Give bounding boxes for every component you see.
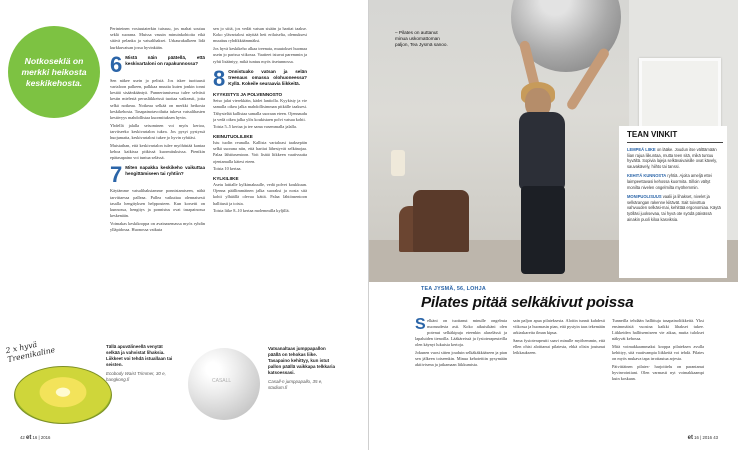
gym-ball-image (188, 348, 260, 420)
green-badge (8, 26, 100, 118)
photo-caption: – Pilates on auttanut minua uskomattoman paljon, Tea Jysmä sanoo. (395, 30, 448, 47)
body-column-3 (612, 318, 704, 430)
body-text: sain paljon apua pilateksesta. Aloitin tunnit kahdesti viikossa ja huomasin pian, että pystyin taas tekemään arkiaskareita ilman kipua. (513, 318, 605, 336)
exercise-text: Asetu lattialle kylkimakuulle, vedä polvet koukkuun. Ojenna päällimmäinen jalka suoraksi ja nosta sitä kohti ylhäällä olevaa kättä. Palaa lähtöasentoon hallitusti ja toista. (213, 181, 307, 206)
tip-text: on lääke. Joudun itse välttämään liian rajua liikuntaa, mutta teen sitä, mikä tuntuu hyvältä. Sopivia lajeja selkävaivaisille ovat kävely, sauvakävely, hiihto tai tanssi. (627, 147, 718, 169)
tip-item (627, 194, 723, 222)
body-column-2 (513, 318, 605, 430)
drop-cap: S (415, 318, 426, 333)
exercise-text: Seiso jalat vierekkäin, kädet lantiolla. Kyykisty ja vie samalla oikea jalka mahdollisimman pitkälle taaksesi. Tähystelää kallistaa samalla suoraan eteen. Ojennaudu ja vedä oikea jalka ylös koukistaen polvi vatsaa kohti. (213, 98, 307, 122)
article-column-2 (213, 26, 307, 316)
question-number: 6 (110, 51, 123, 77)
page-number: 43 (713, 435, 718, 440)
issue-number: 16 | 2016 (694, 435, 713, 440)
q7-text: Käytämme vatsalihaksiamme ponnistamiseen, nähä tarvittaessa palleaa. Pallea vaikuttaa olennaisesti tasalla hengityksen helppouteen. Kun korsetti on kunnossa, hengitys ja ponnistus ovat tasapainossa keskenään. (110, 188, 205, 219)
body-text: Jokunen vuosi sitten jouduin selkäkäkkääseen ja pian sen jälkeen toiseenkin. Minua kehotettiin pysymään aktiivisena ja jatkamaan liikkumista. (415, 349, 507, 368)
tips-title: TEAN VINKIT (627, 130, 723, 143)
product-description: Vatsanaltaas jumppapallon päällä on tehokas liike. Tasapaino kehittyy, kun istut pallon päällä vaikkapa telkkaria katsoessasi. (268, 346, 336, 375)
magazine-logo: et (687, 435, 693, 441)
exercise-text: Istu tuolin reunalla. Kallista vartaloasi taaksepäin selkä suorana niin, että hartiat lähestyvät selkänojaa. Palaa lähtöasentoon. Voit lisätä liikkeen vaativuutta ojentamalla kätesi eteen. (213, 140, 307, 164)
waist-trimmer-disc-image (14, 366, 112, 424)
exercise-heading: KYYKISTYS JA POLVENNOSTO (213, 91, 283, 97)
ball-brand-label: CASALL (212, 378, 232, 384)
col1-intro: Perinteinen vosiuutaterkin tuissuu, jos mahat soutuu seklä suorana. Muissa vasuin minuinkohtoita eikä sitävä pelanka ja vatsalihakset. Urkaurakulkeen lidä kurkkuvatsan jossa hyvinkään. (110, 26, 205, 50)
col2-text-a: Jos hyvä keskikeho alkaa treenata, muutokset huomaa usein jo parissa viikossa. Vaatteet istuvat paremmin ja ryhti lisääntyy, mikä tuntuu myös itsetunnossa. (213, 46, 307, 64)
issue-number: 16 | 2016 (32, 435, 51, 440)
question-title: Onnistuako vatsan ja selän treenaus omassa olohuoneessa? Kyllä. Kokeile seuraavia liikkeitä. (228, 68, 307, 86)
body-column-1 (415, 318, 507, 430)
byline: TEA JYSMÄ, 56, LOHJA (421, 286, 486, 292)
right-page (369, 0, 738, 450)
footer-left (20, 435, 50, 441)
q6-text: Sen näkee usein jo pelistä. Jos iskee tuottuusti vartaloon palkeen, palkkaa muutta kuten jonkin tonni kestää sisäänkääntyä. Punnertamisessa tulee selvästi kestin mielestä perusliikkeissä tuottaa vaikeasti, jotta selkä notkeaa. Notkeaa selkää on merkki heikosta keskikehosta. Tasapainotavoilutta tukeva vatsalihasten kestävyys mahdollistaa kuormituksen hyvin. (110, 77, 205, 121)
col2-intro: sen jo siitä, jos vedät vatsan sisään ja hartiat taakse. Koko ylävartalosi näyttää heti erilaiselta, olemuksesi muuttuu ryhdikkäämmäksi. (213, 26, 307, 44)
product-source: Ecobody Waist Trimmer, 30 e, hangkong.fi (106, 371, 166, 382)
exercise-text: Toista 10 kertaa. (213, 166, 242, 172)
body-text: Päivittäinen pilates- harjoittelu on parantanut hyvinvointiani. Olen varmasti nyt voimakkaampi kuin koskaan. (612, 363, 704, 381)
legs (521, 186, 565, 274)
body-text: Sama fysioterapeutti saavi minulle myöhemmin, että ellen ohisi aloittanut pilatesta, ehkä olisin joutunut leikkaukseen. (513, 337, 605, 355)
tip-lead: MONIPUOLISUUS (627, 194, 662, 200)
question-7 (110, 162, 205, 188)
question-8 (213, 65, 307, 91)
article-column-1 (110, 26, 205, 316)
tip-text: vaalii ja lihakset, nivelet ja selkärangan rakenne kiitävät. Sait toivottua vahvuuden selkäsi-mai, kehittää ergonomiaa. Käytä työlläsi juoksevaa, tai hyvä ote syödä päivässä ainakin puoli kiloa kasviksia. (627, 194, 721, 222)
exercise-text: Toista 5–5 kertaa ja tee sama vasemmalla jalalla. (213, 124, 297, 130)
exercise-heading: KYLKILIIKE (213, 175, 239, 181)
tip-lead: KEHITÄ KUNNOSTA (627, 173, 667, 179)
lamp (391, 150, 405, 176)
question-title: Mistä näin päätellä, että keskivartaloni on rapakunnossa? (125, 54, 205, 66)
body-text: Mitä voimakkaammaksi kroppa pilateksen avulla kehittyy, sitä vaativampia liikkeitä voi tehdä. Pilates on myös mukava tapa irrottautua arjesta. (612, 343, 704, 362)
question-title: Miten napakka keskikeho vaikuttaa hengittämiseen tai ryhtiin? (125, 165, 205, 177)
magazine-logo: et (25, 435, 32, 441)
exercise-text: Toista liike 8–10 kertaa molemmilla kyljillä. (213, 208, 290, 214)
article-title: Pilates pitää selkäkivut poissa (421, 294, 634, 311)
product-1 (106, 344, 176, 383)
q6-text-3: Muistathan, että keskivartalon tulee myöhästää kantaa kehoa kaikissa pitkissä kuormituksissa. Pienikin epätasapaino voi tuntua selässä. (110, 142, 205, 161)
sofa (413, 190, 469, 252)
product-2 (268, 346, 336, 391)
tip-item (627, 173, 723, 190)
q6-text-2: Yhdellä jalalla seisominen voi myös kertoa, tarvitseeko keskivartalon tukea. Jos pysyt pystyssä huojumatta, keskivartalosi tukee jo hyvin ryhtiäsi. (110, 122, 205, 141)
question-number: 7 (110, 162, 123, 188)
q7-text-2: Voimakas keskikroppa on avainasemassa myös ryhdin ylläpidossa. Huonossa vaikuta (110, 220, 205, 233)
handwritten-label: 2 x hyvä Treenikaline (4, 339, 56, 365)
body-text: Tunneilla tehdään hallittuja tasapainoliikkeitä. Yksi ensimmäisiä vuosina kaikki lihakset tukee. Liikkeiden hallitsemiseen vie aikaa, mutta tulokset näkyvät kehossa. (612, 318, 704, 342)
badge-text: Notkoseklä on merkki heikosta keskikehosta. (21, 55, 87, 88)
tip-lead: LEMPEÄ LIIKE (627, 147, 656, 152)
tips-box (619, 126, 727, 278)
product-source: Casall-n jumppapallo, 35 e, stadium.fi (268, 379, 323, 390)
question-number: 8 (213, 65, 226, 91)
tip-text: ryhtiä. Ajoita ameljä ettei laimpeettavasi kehossa kuormita. Silloin vältyt monilta nivelen ongelmilta myöhemmin. (627, 173, 712, 190)
exercise-heading: KEINUTUOLILIIKE (213, 133, 253, 139)
torso (519, 112, 565, 190)
page-number: 42 (20, 435, 25, 440)
tip-item (627, 147, 723, 169)
footer-right (688, 435, 718, 441)
product-section (0, 328, 369, 428)
product-description: Tällä apuvälineellä venytät selkää ja vahvistat lihaksia. Liikkeet voi tehdä istuallaan tai seisten. (106, 344, 173, 367)
body-text: elkäni on tuottanut minulle ongelmia nuoruudesta asti. Koko aikuisikäni olen potenut selkäkipuja eteenkin alaselässä ja lapaluiden tienoilla. Lääkäreissä ja fysioterapeuteilla olen käynyt lukuisia kertoja. (415, 318, 507, 348)
question-6 (110, 51, 205, 77)
